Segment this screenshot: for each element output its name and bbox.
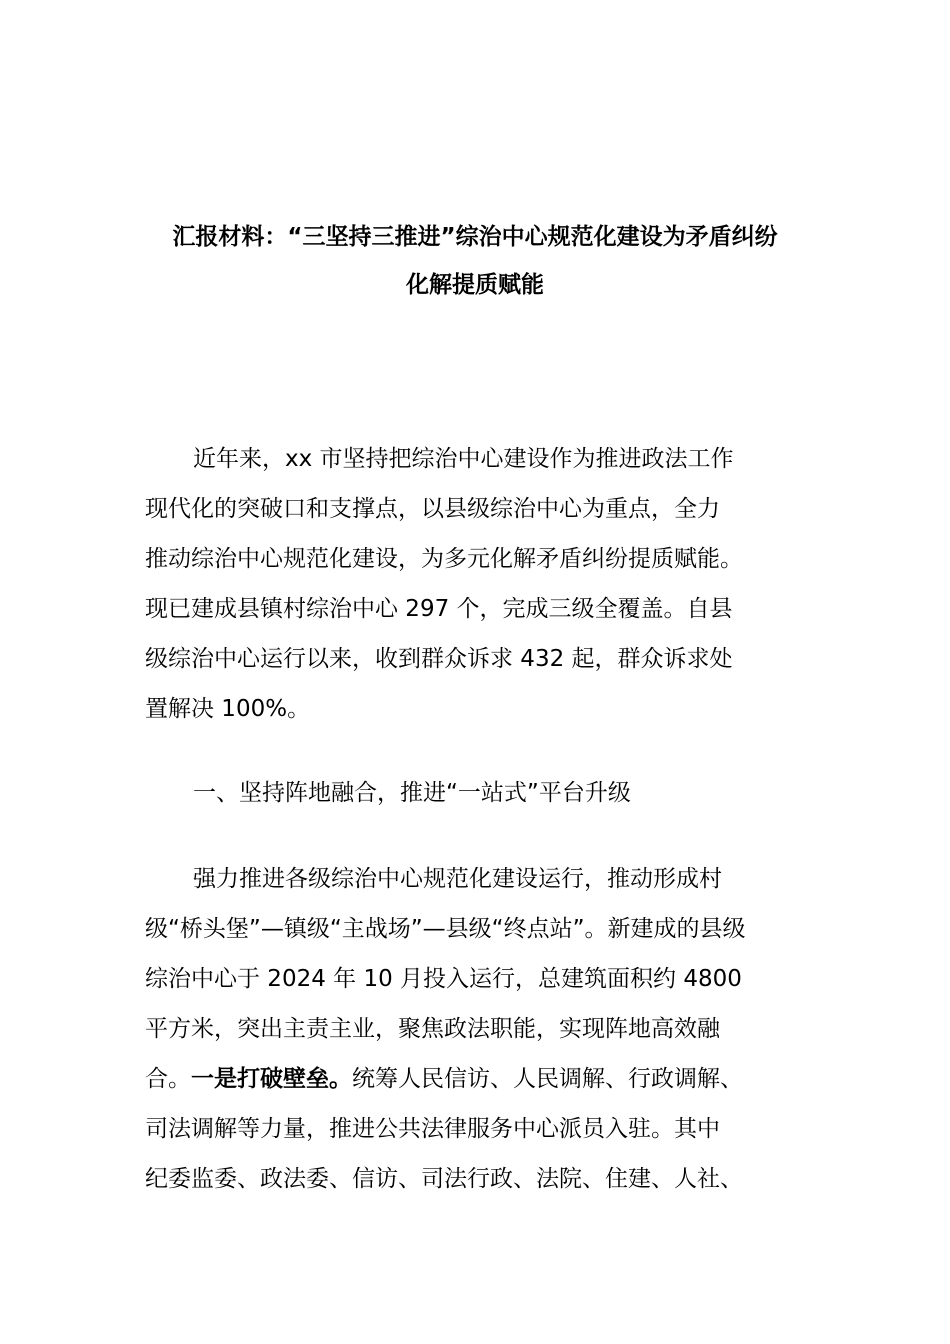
- paragraph-section-1: [145, 854, 810, 1204]
- paragraph-line: 现已建成县镇村综治中心 297 个，完成三级全覆盖。自县: [145, 596, 733, 622]
- paragraph-line: 司法调解等力量，推进公共法律服务中心派员入驻。其中: [145, 1116, 720, 1142]
- bold-lead-phrase: 一是打破壁垒。: [191, 1066, 352, 1092]
- section-heading-text: 一、坚持阵地融合，推进“一站式”平台升级: [193, 780, 631, 806]
- paragraph-line: 现代化的突破口和支撑点，以县级综治中心为重点，全力: [145, 496, 720, 522]
- paragraph-line: 纪委监委、政法委、信访、司法行政、法院、住建、人社、: [145, 1166, 743, 1192]
- paragraph-text: 合。: [145, 1066, 191, 1092]
- paragraph-line: 综治中心于 2024 年 10 月投入运行，总建筑面积约 4800: [145, 966, 742, 992]
- paragraph-line: [145, 1054, 810, 1104]
- paragraph-line: 平方米，突出主责主业，聚焦政法职能，实现阵地高效融: [145, 1016, 720, 1042]
- paragraph-line: 近年来，xx 市坚持把综治中心建设作为推进政法工作: [193, 446, 734, 472]
- section-heading: [145, 768, 810, 818]
- paragraph-line: 级综治中心运行以来，收到群众诉求 432 起，群众诉求处: [145, 646, 733, 672]
- paragraph-line: 级“桥头堡”—镇级“主战场”—县级“终点站”。新建成的县级: [145, 916, 746, 942]
- title-line-1: 汇报材料：“三坚持三推进”综治中心规范化建设为矛盾纠纷: [172, 224, 778, 250]
- paragraph-line: 推动综治中心规范化建设，为多元化解矛盾纠纷提质赋能。: [145, 546, 743, 572]
- paragraph-text: 统筹人民信访、人民调解、行政调解、: [352, 1066, 743, 1092]
- paragraph-intro: [145, 434, 810, 734]
- title-line-2: 化解提质赋能: [406, 272, 544, 298]
- document-title: [140, 213, 810, 309]
- paragraph-line: 置解决 100%。: [145, 696, 311, 722]
- paragraph-line: 强力推进各级综治中心规范化建设运行，推动形成村: [193, 866, 722, 892]
